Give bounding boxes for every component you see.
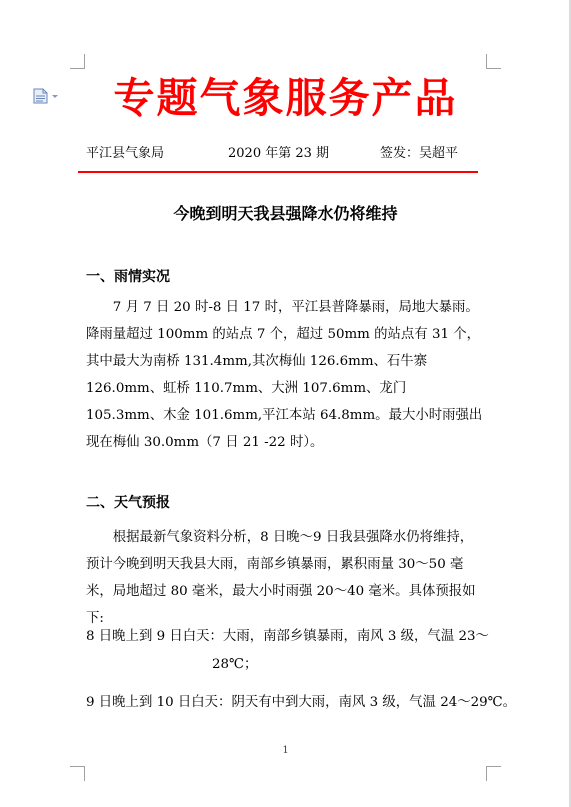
margin-corner-top-left bbox=[70, 54, 85, 69]
issue-number: 2020 年第 23 期 bbox=[228, 146, 330, 161]
margin-corner-top-right bbox=[486, 54, 501, 69]
issuing-organization: 平江县气象局 bbox=[86, 146, 165, 161]
margin-corner-bottom-left bbox=[70, 766, 85, 781]
forecast-line-2: 9 日晚上到 10 日白天：阴天有中到大雨，南风 3 级，气温 24～29℃。 bbox=[86, 695, 517, 710]
rain-observation-paragraph: 7 月 7 日 20 时-8 日 17 时，平江县普降暴雨，局地大暴雨。降雨量超过 100mm 的站点 7 个，超过 50mm 的站点有 31 个，其中最大为南桥 131.4mm,其次梅仙 126.6mm、石牛寨 126.0mm、虹桥 110.7mm、大洲 107.6mm、龙门 105.3mm、木金 101.6mm,平江本站 64.8mm。最大小时雨强出现在梅仙 30.0mm（7 日 21 -22 时）。 bbox=[86, 300, 483, 450]
section-heading-weather-forecast: 二、天气预报 bbox=[86, 495, 170, 511]
document-title: 今晚到明天我县强降水仍将维持 bbox=[173, 204, 398, 223]
weather-forecast-paragraph: 根据最新气象资料分析，8 日晚～9 日我县强降水仍将维持，预计今晚到明天我县大雨，南部乡镇暴雨，累积雨量 30～50 毫米，局地超过 80 毫米，最大小时雨强 20～40 毫米。具体预报如下: bbox=[86, 530, 476, 626]
forecast-line-1: 8 日晚上到 9 日白天：大雨，南部乡镇暴雨，南风 3 级，气温 23～ bbox=[86, 629, 489, 644]
forecast-line-1-continued: 28℃； bbox=[212, 657, 258, 672]
page-number: 1 bbox=[282, 745, 289, 756]
signer: 签发：吴超平 bbox=[380, 146, 459, 161]
header-divider bbox=[78, 171, 478, 173]
header-info-row bbox=[86, 144, 462, 164]
section-heading-rain-observation: 一、雨情实况 bbox=[86, 269, 170, 285]
product-title: 专题气象服务产品 bbox=[113, 74, 458, 122]
margin-corner-bottom-right bbox=[486, 766, 501, 781]
